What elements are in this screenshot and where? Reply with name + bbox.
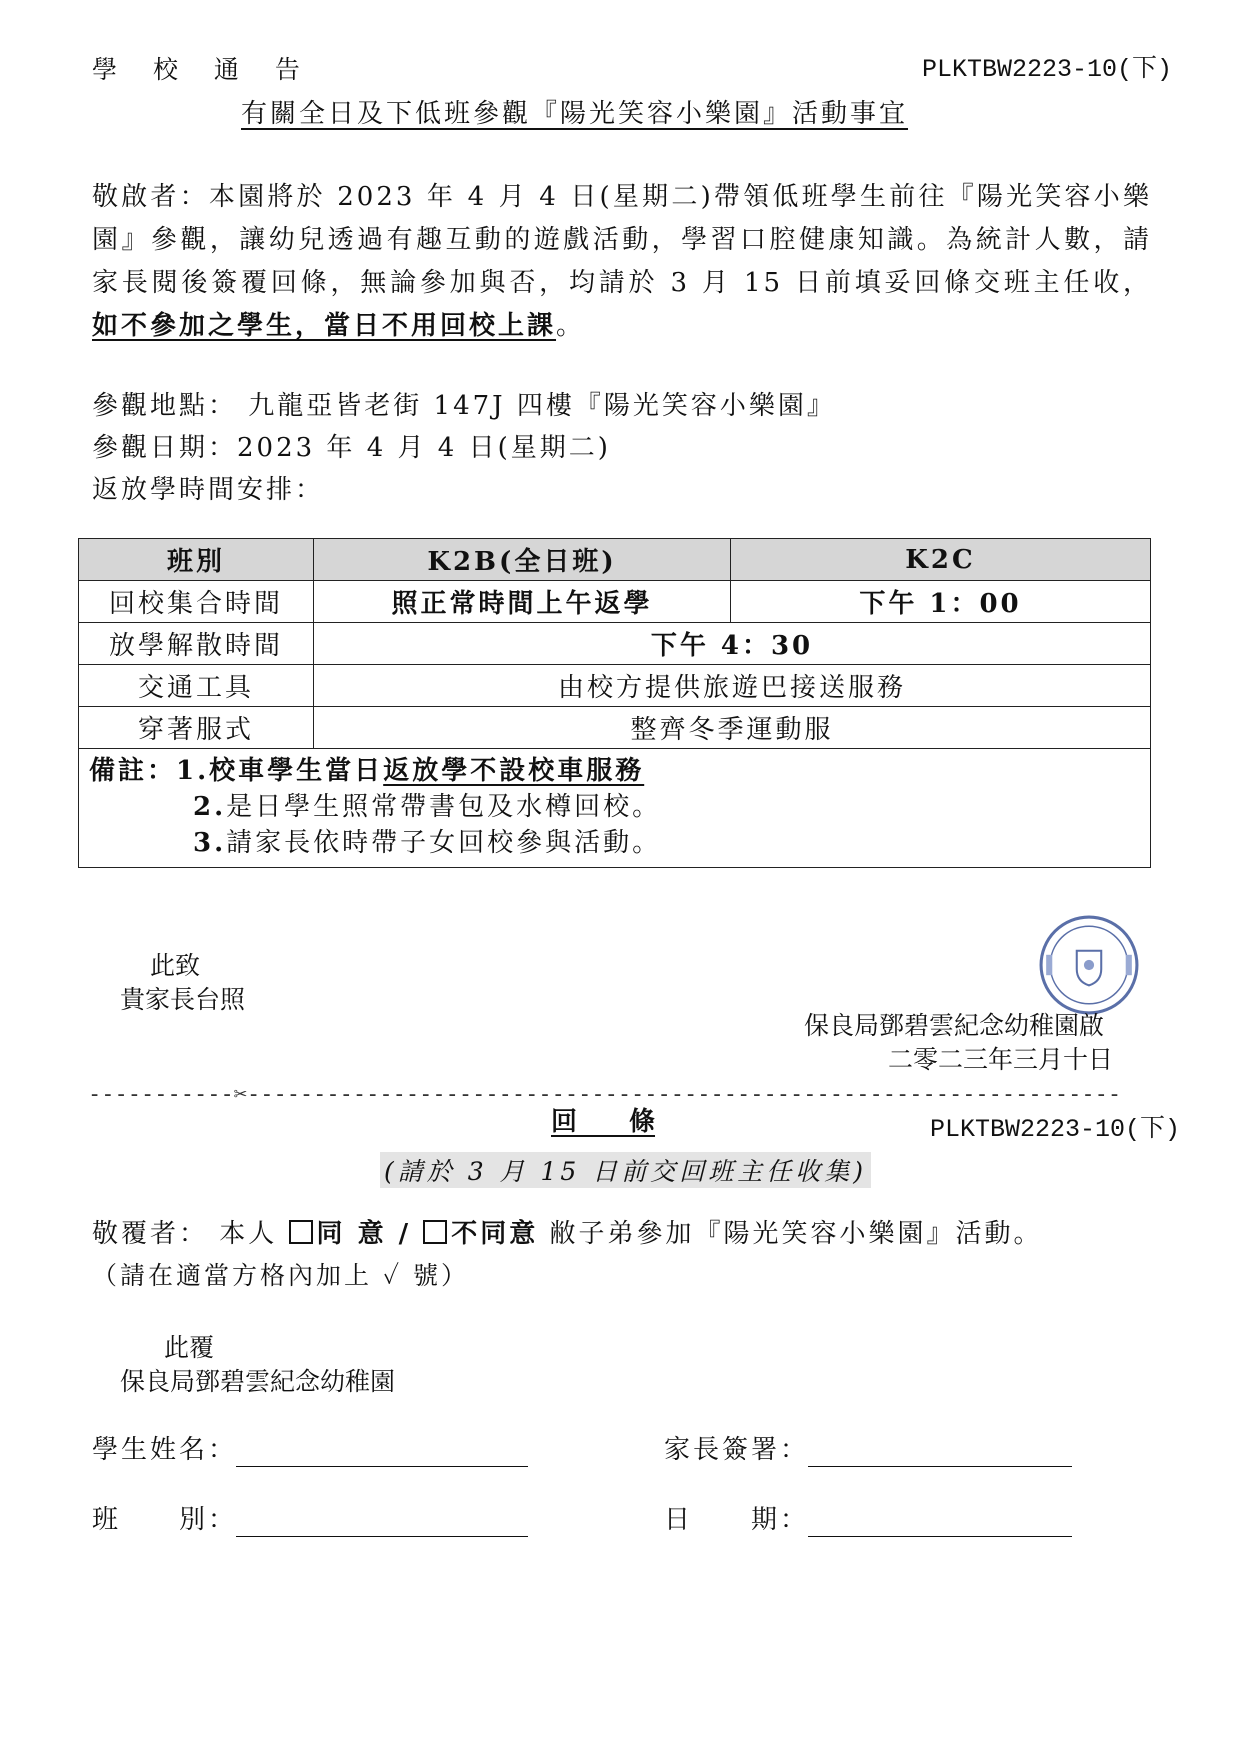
cell-transport: 由校方提供旅遊巴接送服務	[314, 665, 1151, 707]
issue-date: 二零二三年三月十日	[888, 1045, 1114, 1074]
reply-title: 回 條	[551, 1107, 656, 1137]
agree-label: 同 意	[316, 1219, 387, 1249]
note-3	[89, 825, 1140, 861]
intro-emphasis: 如不參加之學生，當日不用回校上課	[92, 311, 557, 341]
parent-sign-label: 家長簽署：	[664, 1435, 810, 1465]
reply-prefix: 敬覆者： 本人	[92, 1219, 289, 1249]
note-3-text: 請家長依時帶子女回校參與活動。	[226, 828, 662, 858]
note-1-text-b: 返放學不設校車服務	[383, 756, 645, 786]
intro-end: 。	[556, 311, 586, 341]
reply-close2: 保良局鄧碧雲紀念幼稚園	[120, 1367, 396, 1396]
table-row	[79, 623, 1151, 665]
reply-slash: /	[386, 1219, 424, 1249]
table-row	[79, 707, 1151, 749]
class-label: 班 別：	[92, 1505, 238, 1535]
student-name-field[interactable]	[236, 1466, 528, 1467]
reply-ref: PLKTBW2223-10(下)	[930, 1115, 1181, 1144]
cell-attire: 整齊冬季運動服	[314, 707, 1151, 749]
header-k2c: K2C	[731, 539, 1151, 581]
reply-suffix: 敝子弟參加『陽光笑容小樂園』活動。	[538, 1219, 1043, 1249]
schedule-table	[78, 538, 1151, 868]
table-row	[79, 581, 1151, 623]
reply-deadline-note: (請於 3 月 15 日前交回班主任收集)	[380, 1152, 871, 1188]
notes-cell	[79, 749, 1151, 868]
cell-k2b-assembly: 照正常時間上午返學	[314, 581, 731, 623]
visit-location: 參觀地點： 九龍亞皆老街 147J 四樓『陽光笑容小樂園』	[92, 391, 836, 421]
intro-paragraph	[92, 176, 1152, 348]
note-1	[89, 753, 1140, 789]
table-notes-row	[79, 749, 1151, 868]
school-seal-icon	[1038, 914, 1140, 1016]
intro-text: 敬啟者：本園將於 2023 年 4 月 4 日(星期二)帶領低班學生前往『陽光笑容小樂園』參觀，讓幼兒透過有趣互動的遊戲活動，學習口腔健康知識。為統計人數，請家長閱後簽覆回條，無論參加與否，均請於 3 月 15 日前填妥回條交班主任收，	[92, 182, 1152, 298]
cell-k2c-assembly: 下午 1：00	[731, 581, 1151, 623]
table-row	[79, 665, 1151, 707]
closing-line1: 此致	[150, 951, 201, 980]
notice-label: 學 校 通 告	[92, 55, 314, 84]
parent-sign-field[interactable]	[808, 1466, 1072, 1467]
disagree-label: 不同意	[451, 1219, 539, 1249]
agree-checkbox[interactable]	[289, 1220, 313, 1244]
row-label-dismissal: 放學解散時間	[79, 623, 314, 665]
header-k2b: K2B(全日班)	[314, 539, 731, 581]
disagree-checkbox[interactable]	[423, 1220, 447, 1244]
note-2-number: 2.	[193, 792, 227, 822]
note-1-number: 1.	[176, 756, 210, 786]
signer: 保良局鄧碧雲紀念幼稚園啟	[804, 1011, 1105, 1040]
cut-line: -----------✂------------------------------------------------------------------	[88, 1082, 1122, 1107]
page-title: 有關全日及下低班參觀『陽光笑容小樂園』活動事宜	[241, 99, 909, 129]
student-name-label: 學生姓名：	[92, 1435, 238, 1465]
note-3-number: 3.	[193, 828, 227, 858]
row-label-transport: 交通工具	[79, 665, 314, 707]
checkbox-hint: （請在適當方格內加上 ✓ 號）	[92, 1261, 470, 1290]
scissors-icon: ✂	[233, 1082, 247, 1107]
note-1-text-a: 校車學生當日	[209, 756, 384, 786]
row-label-attire: 穿著服式	[79, 707, 314, 749]
note-2	[89, 789, 1140, 825]
visit-date: 參觀日期：2023 年 4 月 4 日(星期二)	[92, 433, 611, 463]
class-field[interactable]	[236, 1536, 528, 1537]
notice-ref: PLKTBW2223-10(下)	[922, 55, 1173, 84]
note-2-text: 是日學生照常帶書包及水樽回校。	[226, 792, 662, 822]
cell-dismissal: 下午 4：30	[314, 623, 1151, 665]
closing-line2: 貴家長台照	[120, 985, 246, 1014]
header-class: 班別	[79, 539, 314, 581]
date-field[interactable]	[808, 1536, 1072, 1537]
reply-close1: 此覆	[164, 1333, 215, 1362]
table-header-row	[79, 539, 1151, 581]
row-label-assembly: 回校集合時間	[79, 581, 314, 623]
date-label: 日 期：	[664, 1505, 810, 1535]
reply-statement	[92, 1218, 1042, 1250]
arrangement-label: 返放學時間安排：	[92, 475, 325, 505]
notes-prefix: 備註：	[89, 756, 177, 786]
